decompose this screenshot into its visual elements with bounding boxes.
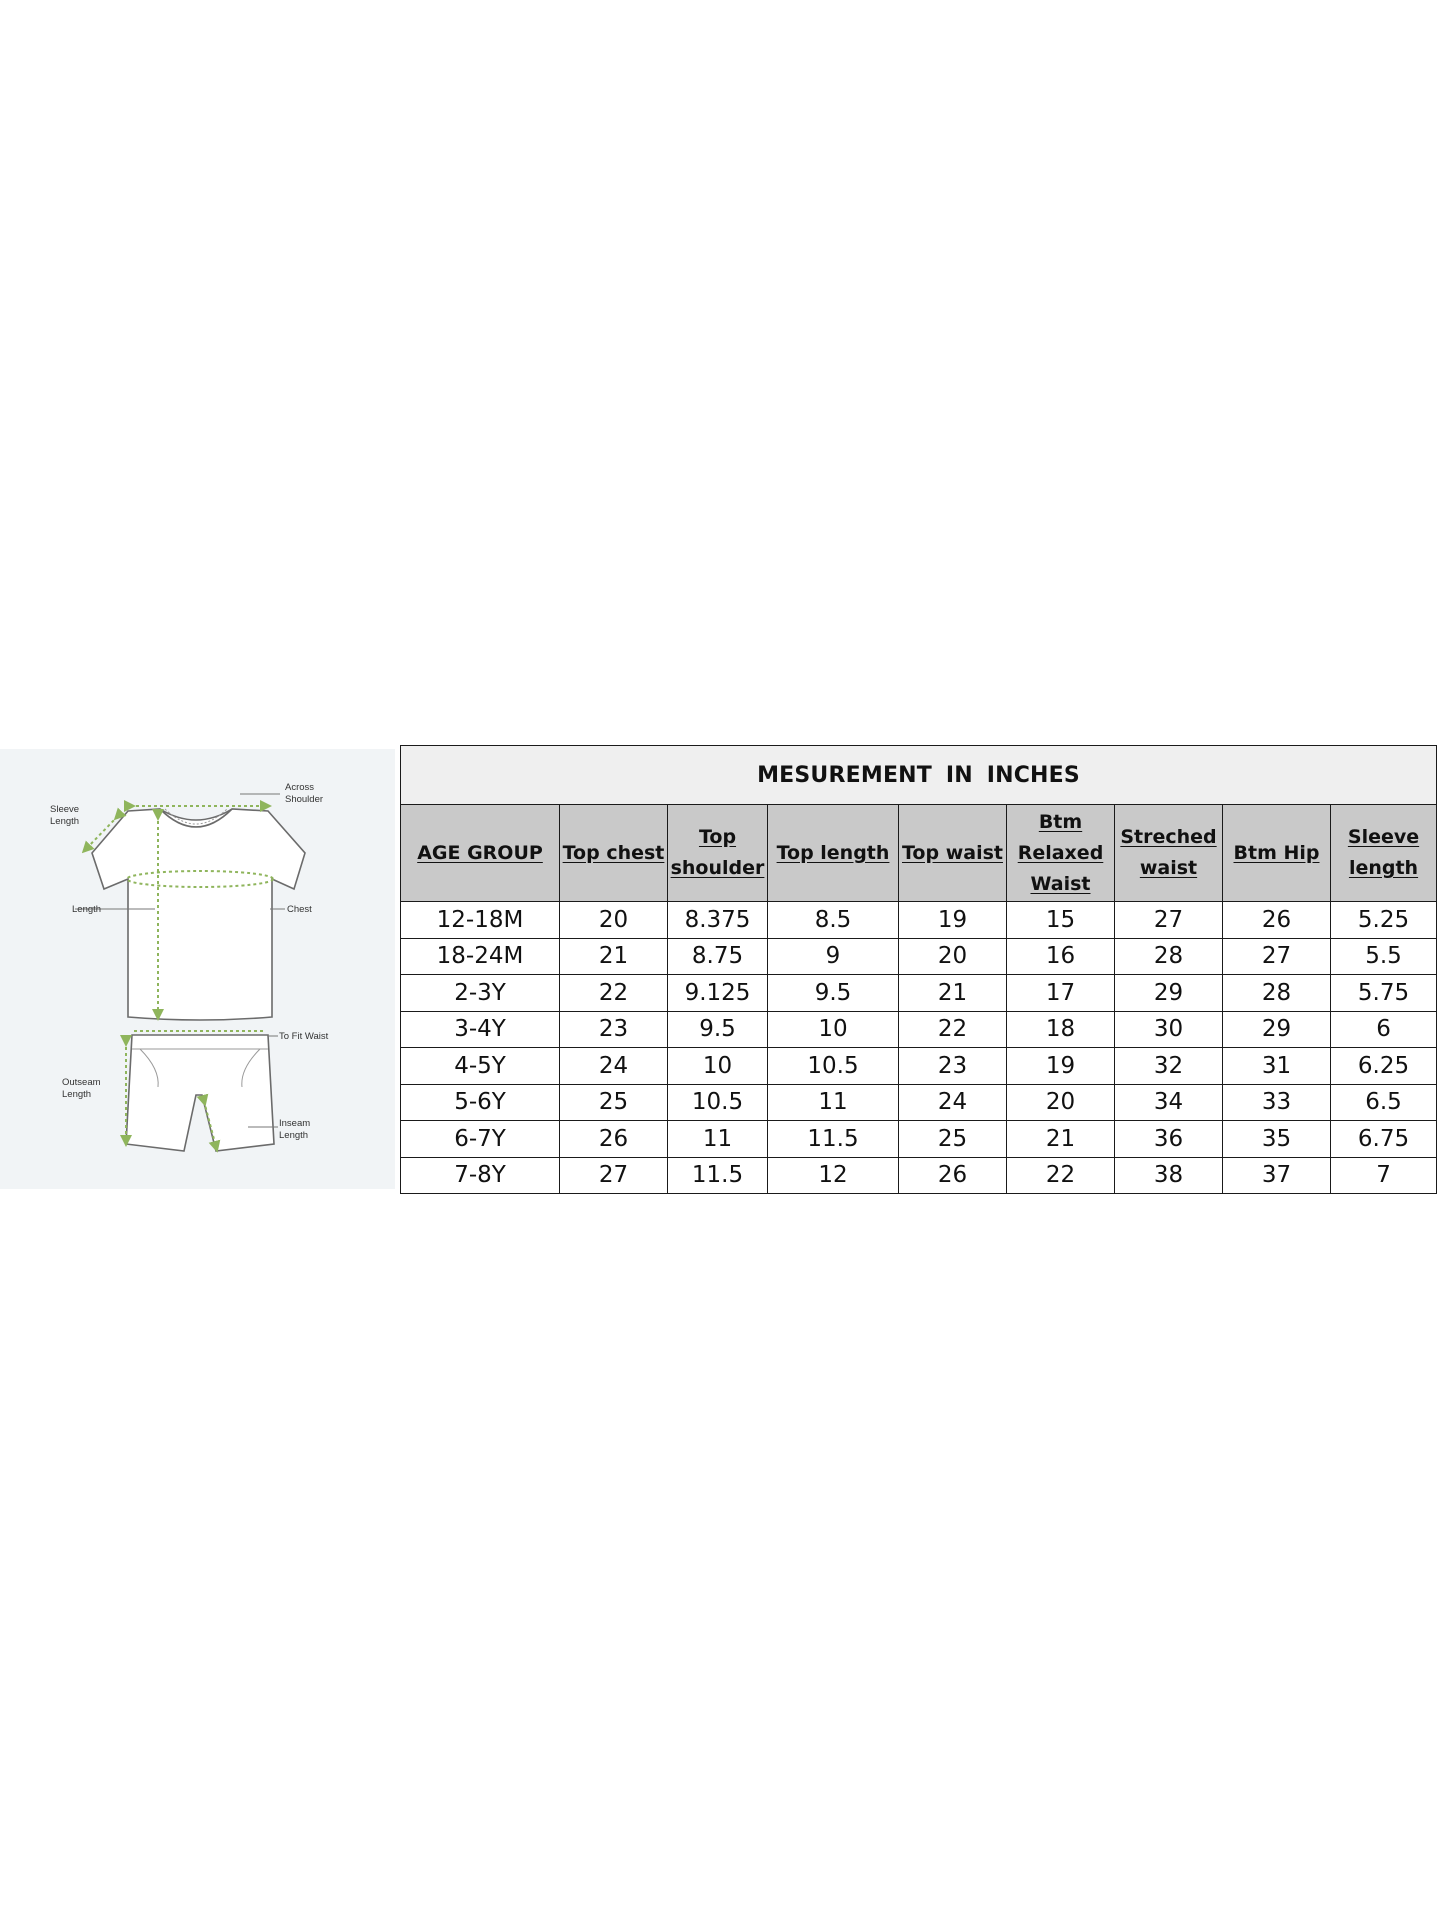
table-row [401, 975, 1437, 1012]
measurement-cell: 16 [1007, 938, 1115, 975]
measurement-cell: 38 [1115, 1157, 1223, 1194]
inseam-length-label: Length [279, 1130, 309, 1141]
table-row [401, 1011, 1437, 1048]
measurement-cell: 27 [560, 1157, 668, 1194]
to-fit-waist-label: To Fit Waist [279, 1031, 329, 1042]
measurement-cell: 28 [1223, 975, 1331, 1012]
measurement-cell: 26 [1223, 902, 1331, 939]
column-header-age-group: AGE GROUP [401, 805, 560, 902]
measurement-cell: 9.5 [668, 1011, 768, 1048]
measurement-cell: 23 [560, 1011, 668, 1048]
measurement-cell: 10 [768, 1011, 899, 1048]
measurement-cell: 24 [560, 1048, 668, 1085]
sleeve-length-label: Sleeve [50, 804, 80, 815]
measurement-cell: 18 [1007, 1011, 1115, 1048]
measurement-cell: 8.375 [668, 902, 768, 939]
table-row [401, 1084, 1437, 1121]
measurement-cell: 11 [668, 1121, 768, 1158]
across-shoulder-label: Across [285, 782, 315, 793]
garment-measurement-figure [0, 749, 395, 1189]
table-row [401, 1121, 1437, 1158]
measurement-cell: 21 [1007, 1121, 1115, 1158]
measurement-cell: 6.5 [1331, 1084, 1437, 1121]
measurement-cell: 6.75 [1331, 1121, 1437, 1158]
measurement-cell: 33 [1223, 1084, 1331, 1121]
measurement-cell: 17 [1007, 975, 1115, 1012]
tshirt-outline [92, 809, 305, 1020]
age-group-cell: 4-5Y [401, 1048, 560, 1085]
measurement-cell: 32 [1115, 1048, 1223, 1085]
measurement-cell: 34 [1115, 1084, 1223, 1121]
column-header-sleeve-length: Sleeve length [1331, 805, 1437, 902]
table-title: MESUREMENT IN INCHES [401, 746, 1437, 805]
column-header-top-length: Top length [768, 805, 899, 902]
age-group-cell: 6-7Y [401, 1121, 560, 1158]
measurement-cell: 31 [1223, 1048, 1331, 1085]
measurement-cell: 10 [668, 1048, 768, 1085]
size-chart-table [400, 745, 1437, 1194]
age-group-cell: 5-6Y [401, 1084, 560, 1121]
column-header-btm-hip: Btm Hip [1223, 805, 1331, 902]
measurement-cell: 7 [1331, 1157, 1437, 1194]
measurement-cell: 19 [899, 902, 1007, 939]
measurement-cell: 22 [1007, 1157, 1115, 1194]
age-group-cell: 2-3Y [401, 975, 560, 1012]
measurement-cell: 10.5 [668, 1084, 768, 1121]
shorts-outline [126, 1035, 274, 1151]
measurement-cell: 15 [1007, 902, 1115, 939]
age-group-cell: 18-24M [401, 938, 560, 975]
column-header-streched-waist: Streched waist [1115, 805, 1223, 902]
table-row [401, 1048, 1437, 1085]
measurement-cell: 29 [1223, 1011, 1331, 1048]
measurement-cell: 27 [1115, 902, 1223, 939]
measurement-cell: 8.5 [768, 902, 899, 939]
measurement-cell: 20 [560, 902, 668, 939]
measurement-cell: 6 [1331, 1011, 1437, 1048]
measurement-cell: 5.25 [1331, 902, 1437, 939]
table-row [401, 902, 1437, 939]
inseam-length-label: Inseam [279, 1118, 311, 1129]
measurement-cell: 11.5 [768, 1121, 899, 1158]
column-header-top-shoulder: Top shoulder [668, 805, 768, 902]
measurement-cell: 19 [1007, 1048, 1115, 1085]
across-shoulder-label: Shoulder [285, 794, 324, 805]
measurement-cell: 29 [1115, 975, 1223, 1012]
measurement-cell: 28 [1115, 938, 1223, 975]
measurement-cell: 5.75 [1331, 975, 1437, 1012]
sleeve-length-label: Length [50, 816, 80, 827]
measurement-cell: 25 [899, 1121, 1007, 1158]
measurement-cell: 9.125 [668, 975, 768, 1012]
tshirt-shorts-diagram [0, 749, 395, 1189]
age-group-cell: 12-18M [401, 902, 560, 939]
chest-label: Chest [287, 904, 312, 915]
measurement-cell: 11.5 [668, 1157, 768, 1194]
measurement-cell: 37 [1223, 1157, 1331, 1194]
measurement-cell: 10.5 [768, 1048, 899, 1085]
measurement-cell: 9.5 [768, 975, 899, 1012]
measurement-cell: 5.5 [1331, 938, 1437, 975]
measurement-cell: 26 [899, 1157, 1007, 1194]
measurement-cell: 22 [899, 1011, 1007, 1048]
measurement-cell: 36 [1115, 1121, 1223, 1158]
measurement-cell: 30 [1115, 1011, 1223, 1048]
measurement-cell: 26 [560, 1121, 668, 1158]
table-row [401, 1157, 1437, 1194]
measurement-cell: 35 [1223, 1121, 1331, 1158]
measurement-cell: 11 [768, 1084, 899, 1121]
outseam-length-label: Length [62, 1089, 92, 1100]
measurement-cell: 20 [1007, 1084, 1115, 1121]
measurement-cell: 21 [899, 975, 1007, 1012]
column-header-top-waist: Top waist [899, 805, 1007, 902]
column-header-btm-relaxed-waist: Btm Relaxed Waist [1007, 805, 1115, 902]
measurement-cell: 8.75 [668, 938, 768, 975]
measurement-cell: 9 [768, 938, 899, 975]
age-group-cell: 7-8Y [401, 1157, 560, 1194]
table-row [401, 938, 1437, 975]
measurement-cell: 21 [560, 938, 668, 975]
column-header-top-chest: Top chest [560, 805, 668, 902]
outseam-length-label: Outseam [62, 1077, 101, 1088]
measurement-cell: 22 [560, 975, 668, 1012]
measurement-cell: 23 [899, 1048, 1007, 1085]
measurement-cell: 6.25 [1331, 1048, 1437, 1085]
measurement-cell: 12 [768, 1157, 899, 1194]
age-group-cell: 3-4Y [401, 1011, 560, 1048]
measurement-cell: 20 [899, 938, 1007, 975]
measurement-cell: 25 [560, 1084, 668, 1121]
length-label: Length [72, 904, 102, 915]
measurement-cell: 27 [1223, 938, 1331, 975]
measurement-cell: 24 [899, 1084, 1007, 1121]
